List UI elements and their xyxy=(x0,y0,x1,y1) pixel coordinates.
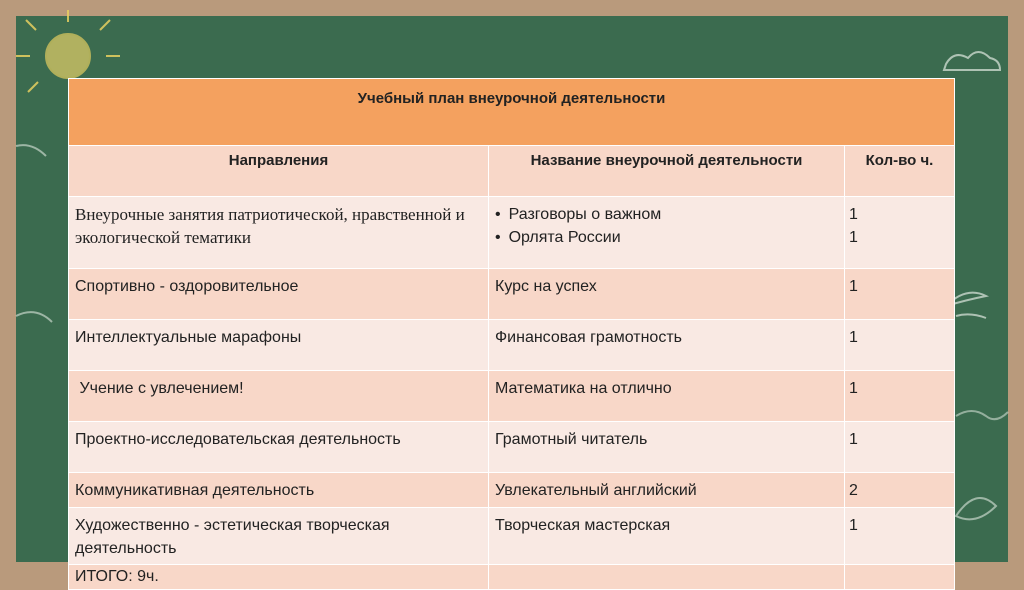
hours-value: 1 xyxy=(849,206,858,223)
activity-cell: Курс на успех xyxy=(489,269,845,320)
table-row xyxy=(69,320,955,371)
direction-cell: Внеурочные занятия патриотической, нравственной и экологической тематики xyxy=(69,197,489,269)
activity-cell: Увлекательный английский xyxy=(489,473,845,508)
hours-cell: 1 xyxy=(845,320,955,371)
activity-cell: Грамотный читатель xyxy=(489,422,845,473)
header-activity-name: Название внеурочной деятельности xyxy=(489,146,845,197)
list-item: • Орлята России xyxy=(495,226,838,249)
ground-line xyxy=(956,411,1008,419)
hours-value: 1 xyxy=(849,229,858,246)
empty-cell xyxy=(845,565,955,590)
table-header-row xyxy=(69,146,955,197)
chalkboard-background xyxy=(16,16,1008,585)
curriculum-table xyxy=(68,78,955,590)
header-hours: Кол-во ч. xyxy=(845,146,955,197)
direction-cell: Интеллектуальные марафоны xyxy=(69,320,489,371)
table-total-row xyxy=(69,565,955,590)
table-row xyxy=(69,508,955,565)
hours-cell: 1 xyxy=(845,508,955,565)
header-directions: Направления xyxy=(69,146,489,197)
direction-cell: Учение с увлечением! xyxy=(69,371,489,422)
empty-cell xyxy=(489,565,845,590)
hours-cell: 1 xyxy=(845,269,955,320)
table-row xyxy=(69,197,955,269)
table-title-row xyxy=(69,79,955,146)
table-row xyxy=(69,422,955,473)
list-item: • Разговоры о важном xyxy=(495,203,838,226)
activity-cell: Математика на отлично xyxy=(489,371,845,422)
total-cell: ИТОГО: 9ч. xyxy=(69,565,489,590)
direction-cell: Коммуникативная деятельность xyxy=(69,473,489,508)
activity-cell xyxy=(489,197,845,269)
direction-cell: Спортивно - оздоровительное xyxy=(69,269,489,320)
direction-cell: Художественно - эстетическая творческая деятельность xyxy=(69,508,489,565)
table-title: Учебный план внеурочной деятельности xyxy=(69,79,955,146)
hours-cell: 2 xyxy=(845,473,955,508)
activity-cell: Финансовая грамотность xyxy=(489,320,845,371)
table-row xyxy=(69,269,955,320)
activity-cell: Творческая мастерская xyxy=(489,508,845,565)
cloud-icon xyxy=(944,52,1000,70)
activity-list xyxy=(495,203,838,249)
direction-cell: Проектно-исследовательская деятельность xyxy=(69,422,489,473)
hours-cell: 1 xyxy=(845,371,955,422)
table-row xyxy=(69,371,955,422)
hours-cell: 1 xyxy=(845,422,955,473)
hours-cell xyxy=(845,197,955,269)
table-row xyxy=(69,473,955,508)
curriculum-table-container xyxy=(68,78,954,585)
